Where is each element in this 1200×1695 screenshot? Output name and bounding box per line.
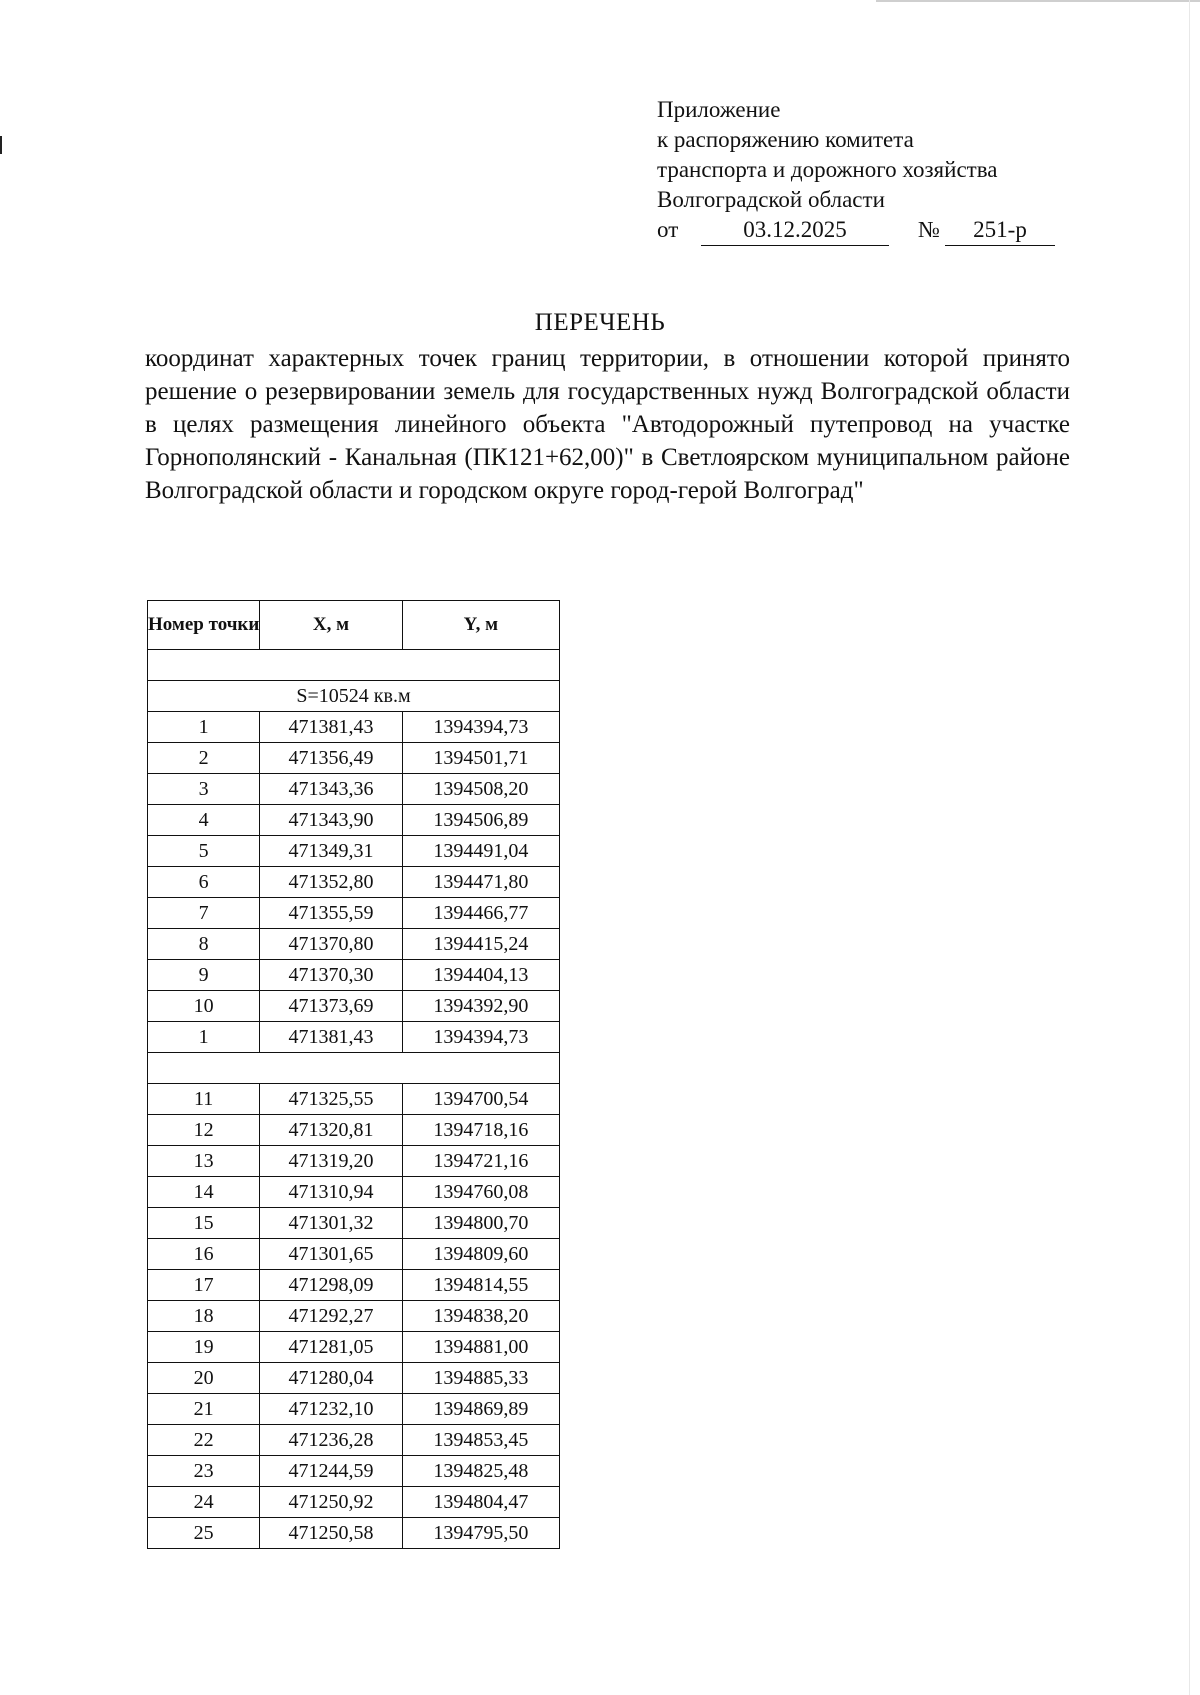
table-row bbox=[148, 1518, 560, 1549]
x-coordinate-cell: 471343,90 bbox=[260, 805, 402, 836]
point-number-cell: 5 bbox=[148, 836, 260, 867]
document-title: ПЕРЕЧЕНЬ bbox=[534, 309, 666, 336]
point-number-cell: 22 bbox=[148, 1425, 260, 1456]
y-coordinate-cell: 1394809,60 bbox=[402, 1239, 559, 1270]
x-coordinate-cell: 471352,80 bbox=[260, 867, 402, 898]
coordinates-table bbox=[147, 600, 560, 1549]
table-row bbox=[148, 1022, 560, 1053]
y-coordinate-cell: 1394838,20 bbox=[402, 1301, 559, 1332]
y-coordinate-cell: 1394814,55 bbox=[402, 1270, 559, 1301]
table-row bbox=[148, 1146, 560, 1177]
point-number-cell: 11 bbox=[148, 1084, 260, 1115]
point-number-cell: 6 bbox=[148, 867, 260, 898]
table-row bbox=[148, 743, 560, 774]
table-area-row bbox=[148, 681, 560, 712]
table-row bbox=[148, 1363, 560, 1394]
y-coordinate-cell: 1394491,04 bbox=[402, 836, 559, 867]
point-number-cell: 12 bbox=[148, 1115, 260, 1146]
table-spacer-row bbox=[148, 650, 560, 681]
x-coordinate-cell: 471280,04 bbox=[260, 1363, 402, 1394]
x-coordinate-cell: 471244,59 bbox=[260, 1456, 402, 1487]
x-coordinate-cell: 471356,49 bbox=[260, 743, 402, 774]
x-coordinate-cell: 471310,94 bbox=[260, 1177, 402, 1208]
annex-line: к распоряжению комитета bbox=[657, 127, 914, 152]
table-row bbox=[148, 1177, 560, 1208]
header-x: X, м bbox=[260, 601, 402, 650]
x-coordinate-cell: 471301,32 bbox=[260, 1208, 402, 1239]
point-number-cell: 4 bbox=[148, 805, 260, 836]
table-row bbox=[148, 1084, 560, 1115]
y-coordinate-cell: 1394415,24 bbox=[402, 929, 559, 960]
x-coordinate-cell: 471349,31 bbox=[260, 836, 402, 867]
order-number: 251-р bbox=[945, 215, 1055, 246]
annex-line: Приложение bbox=[657, 97, 781, 122]
table-row bbox=[148, 1487, 560, 1518]
point-number-cell: 1 bbox=[148, 1022, 260, 1053]
point-number-cell: 17 bbox=[148, 1270, 260, 1301]
point-number-cell: 19 bbox=[148, 1332, 260, 1363]
x-coordinate-cell: 471319,20 bbox=[260, 1146, 402, 1177]
x-coordinate-cell: 471325,55 bbox=[260, 1084, 402, 1115]
annex-line: транспорта и дорожного хозяйства bbox=[657, 157, 998, 182]
point-number-cell: 21 bbox=[148, 1394, 260, 1425]
point-number-cell: 14 bbox=[148, 1177, 260, 1208]
table-row bbox=[148, 774, 560, 805]
point-number-cell: 15 bbox=[148, 1208, 260, 1239]
table-row bbox=[148, 1332, 560, 1363]
table-row bbox=[148, 991, 560, 1022]
y-coordinate-cell: 1394825,48 bbox=[402, 1456, 559, 1487]
x-coordinate-cell: 471320,81 bbox=[260, 1115, 402, 1146]
y-coordinate-cell: 1394881,00 bbox=[402, 1332, 559, 1363]
table-row bbox=[148, 1270, 560, 1301]
table-row bbox=[148, 1425, 560, 1456]
scan-mark-left bbox=[0, 136, 2, 154]
y-coordinate-cell: 1394471,80 bbox=[402, 867, 559, 898]
y-coordinate-cell: 1394508,20 bbox=[402, 774, 559, 805]
point-number-cell: 20 bbox=[148, 1363, 260, 1394]
y-coordinate-cell: 1394760,08 bbox=[402, 1177, 559, 1208]
area-value: S=10524 кв.м bbox=[148, 681, 560, 712]
y-coordinate-cell: 1394394,73 bbox=[402, 712, 559, 743]
x-coordinate-cell: 471250,58 bbox=[260, 1518, 402, 1549]
table-spacer-cell bbox=[148, 1053, 560, 1084]
y-coordinate-cell: 1394885,33 bbox=[402, 1363, 559, 1394]
document-subtitle: координат характерных точек границ территории, в отношении которой принято решение о резервировании земель для государственных нужд Волгоградской области в целях размещения линейного объекта "Автодорожный путепровод на участке Горнополянский - Канальная (ПК121+62,00)" в Светлоярском муниципальном районе Волгоградской области и городском округе город-герой Волгоград" bbox=[145, 345, 1070, 504]
point-number-cell: 23 bbox=[148, 1456, 260, 1487]
y-coordinate-cell: 1394506,89 bbox=[402, 805, 559, 836]
point-number-cell: 24 bbox=[148, 1487, 260, 1518]
header-point-number: Номер точки bbox=[148, 601, 260, 650]
table-row bbox=[148, 1115, 560, 1146]
y-coordinate-cell: 1394501,71 bbox=[402, 743, 559, 774]
table-row bbox=[148, 712, 560, 743]
table-row bbox=[148, 1301, 560, 1332]
point-number-cell: 7 bbox=[148, 898, 260, 929]
annex-reference bbox=[657, 215, 1097, 249]
table-row bbox=[148, 836, 560, 867]
y-coordinate-cell: 1394392,90 bbox=[402, 991, 559, 1022]
y-coordinate-cell: 1394718,16 bbox=[402, 1115, 559, 1146]
y-coordinate-cell: 1394394,73 bbox=[402, 1022, 559, 1053]
point-number-cell: 16 bbox=[148, 1239, 260, 1270]
table-row bbox=[148, 1394, 560, 1425]
table-row bbox=[148, 1456, 560, 1487]
point-number-cell: 2 bbox=[148, 743, 260, 774]
x-coordinate-cell: 471232,10 bbox=[260, 1394, 402, 1425]
scan-edge-right bbox=[1189, 0, 1190, 1695]
y-coordinate-cell: 1394700,54 bbox=[402, 1084, 559, 1115]
y-coordinate-cell: 1394721,16 bbox=[402, 1146, 559, 1177]
x-coordinate-cell: 471370,30 bbox=[260, 960, 402, 991]
annex-block bbox=[657, 95, 1097, 249]
coordinates-body bbox=[148, 650, 560, 1549]
table-spacer-row bbox=[148, 1053, 560, 1084]
table-row bbox=[148, 805, 560, 836]
table-header-row bbox=[148, 601, 560, 650]
y-coordinate-cell: 1394804,47 bbox=[402, 1487, 559, 1518]
table-row bbox=[148, 867, 560, 898]
point-number-cell: 3 bbox=[148, 774, 260, 805]
header-y: Y, м bbox=[402, 601, 559, 650]
table-row bbox=[148, 960, 560, 991]
order-date: 03.12.2025 bbox=[701, 215, 889, 246]
point-number-cell: 18 bbox=[148, 1301, 260, 1332]
x-coordinate-cell: 471236,28 bbox=[260, 1425, 402, 1456]
x-coordinate-cell: 471301,65 bbox=[260, 1239, 402, 1270]
x-coordinate-cell: 471250,92 bbox=[260, 1487, 402, 1518]
table-row bbox=[148, 929, 560, 960]
y-coordinate-cell: 1394466,77 bbox=[402, 898, 559, 929]
x-coordinate-cell: 471298,09 bbox=[260, 1270, 402, 1301]
y-coordinate-cell: 1394404,13 bbox=[402, 960, 559, 991]
x-coordinate-cell: 471281,05 bbox=[260, 1332, 402, 1363]
x-coordinate-cell: 471381,43 bbox=[260, 1022, 402, 1053]
x-coordinate-cell: 471343,36 bbox=[260, 774, 402, 805]
y-coordinate-cell: 1394853,45 bbox=[402, 1425, 559, 1456]
x-coordinate-cell: 471292,27 bbox=[260, 1301, 402, 1332]
point-number-cell: 10 bbox=[148, 991, 260, 1022]
point-number-cell: 9 bbox=[148, 960, 260, 991]
point-number-cell: 8 bbox=[148, 929, 260, 960]
date-label: от bbox=[657, 217, 679, 242]
point-number-cell: 25 bbox=[148, 1518, 260, 1549]
x-coordinate-cell: 471381,43 bbox=[260, 712, 402, 743]
x-coordinate-cell: 471373,69 bbox=[260, 991, 402, 1022]
y-coordinate-cell: 1394795,50 bbox=[402, 1518, 559, 1549]
annex-line: Волгоградской области bbox=[657, 187, 885, 212]
y-coordinate-cell: 1394869,89 bbox=[402, 1394, 559, 1425]
table-row bbox=[148, 1208, 560, 1239]
y-coordinate-cell: 1394800,70 bbox=[402, 1208, 559, 1239]
point-number-cell: 13 bbox=[148, 1146, 260, 1177]
table-row bbox=[148, 1239, 560, 1270]
table-spacer-cell bbox=[148, 650, 560, 681]
table-row bbox=[148, 898, 560, 929]
number-label: № bbox=[918, 217, 940, 242]
point-number-cell: 1 bbox=[148, 712, 260, 743]
x-coordinate-cell: 471355,59 bbox=[260, 898, 402, 929]
x-coordinate-cell: 471370,80 bbox=[260, 929, 402, 960]
scan-edge-top bbox=[876, 0, 1200, 2]
